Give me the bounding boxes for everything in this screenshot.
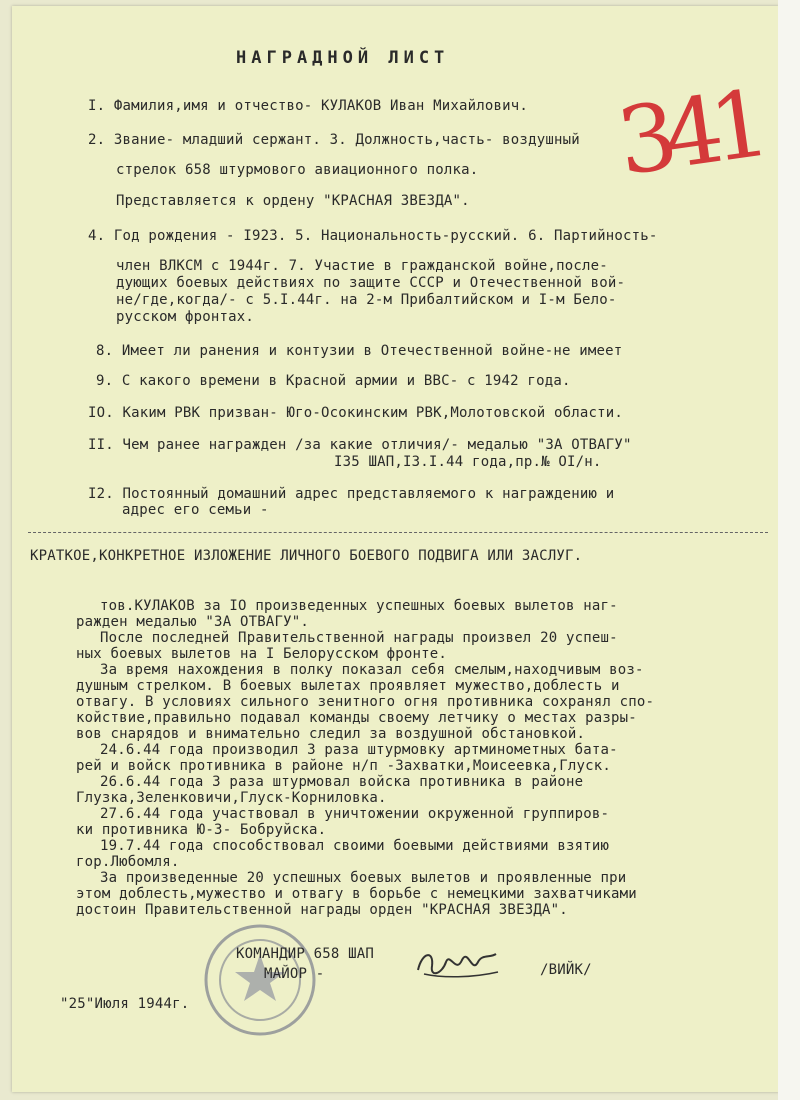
line-10: 8. Имеет ли ранения и контузии в Отечественной войне-не имеет xyxy=(96,343,623,359)
line-6: член ВЛКСМ с 1944г. 7. Участие в гражданской войне,после- xyxy=(116,258,608,274)
body-line-15: ки противника Ю-З- Бобруйска. xyxy=(76,822,327,838)
body-line-3: После последней Правительственной награды произвел 20 успеш- xyxy=(100,630,618,646)
body-line-7: отвагу. В условиях сильного зенитного огня противника сохранял спо- xyxy=(76,694,655,710)
body-line-14: 27.6.44 года участвовал в уничтожении окруженной группиров- xyxy=(100,806,610,822)
signature-date: "25"Июля 1944г. xyxy=(60,996,190,1012)
line-2: 2. Звание- младший сержант. 3. Должность,часть- воздушный xyxy=(88,132,580,148)
body-line-6: душным стрелком. В боевых вылетах проявляет мужество,доблесть и xyxy=(76,678,620,694)
line-7: дующих боевых действиях по защите СССР и Отечественной вой- xyxy=(116,275,626,291)
body-line-4: ных боевых вылетов на I Белорусском фронте. xyxy=(76,646,448,662)
body-line-9: вов снарядов и внимательно следил за воздушной обстановкой. xyxy=(76,726,586,742)
line-9: русском фронтах. xyxy=(116,309,255,325)
body-line-11: рей и войск противника в районе н/п -Захватки,Моисеевка,Глуск. xyxy=(76,758,611,774)
body-line-12: 26.6.44 года 3 раза штурмовал войска противника в районе xyxy=(100,774,584,790)
line-8: не/где,когда/- с 5.I.44г. на 2-м Прибалтийском и I-м Бело- xyxy=(116,292,617,308)
body-line-1: тов.КУЛАКОВ за IO произведенных успешных боевых вылетов наг- xyxy=(100,598,618,614)
line-16: адрес его семьи - xyxy=(122,502,269,518)
section-title: КРАТКОЕ,КОНКРЕТНОЕ ИЗЛОЖЕНИЕ ЛИЧНОГО БОЕВОГО ПОДВИГА ИЛИ ЗАСЛУГ. xyxy=(30,548,583,564)
section-divider xyxy=(28,532,768,533)
body-line-19: этом доблесть,мужество и отвагу в борьбе с немецкими захватчиками xyxy=(76,886,637,902)
body-line-17: гор.Любомля. xyxy=(76,854,180,870)
document-title: НАГРАДНОЙ ЛИСТ xyxy=(236,48,450,68)
body-line-18: За произведенные 20 успешных боевых вылетов и проявленные при xyxy=(100,870,627,886)
body-line-10: 24.6.44 года производил 3 раза штурмовку артминометных бата- xyxy=(100,742,618,758)
body-line-13: Глузка,Зеленковичи,Глуск-Корниловка. xyxy=(76,790,387,806)
signature-name: /ВИЙК/ xyxy=(540,962,592,978)
body-line-2: ражден медалью "ЗА ОТВАГУ". xyxy=(76,614,309,630)
line-12: IO. Каким РВК призван- Юго-Осокинским РВК,Молотовской области. xyxy=(88,405,623,421)
handwritten-number: 341 xyxy=(611,70,765,197)
line-4: Представляется к ордену "КРАСНАЯ ЗВЕЗДА". xyxy=(116,193,470,209)
line-15: I2. Постоянный домашний адрес представляемого к награждению и xyxy=(88,486,615,502)
handwritten-signature xyxy=(412,944,502,984)
signature-rank: МАЙОР - xyxy=(264,966,325,982)
line-11: 9. С какого времени в Красной армии и ВВС- с 1942 года. xyxy=(96,373,571,389)
body-line-20: достоин Правительственной награды орден "КРАСНАЯ ЗВЕЗДА". xyxy=(76,902,568,918)
signature-position: КОМАНДИР 658 ШАП xyxy=(236,946,375,962)
line-5: 4. Год рождения - I923. 5. Национальность-русский. 6. Партийность- xyxy=(88,228,658,244)
body-line-16: 19.7.44 года способствовал своими боевыми действиями взятию xyxy=(100,838,610,854)
line-14: I35 ШАП,I3.I.44 года,пр.№ OI/н. xyxy=(334,454,602,470)
line-13: II. Чем ранее награжден /за какие отличия/- медалью "ЗА ОТВАГУ" xyxy=(88,437,632,453)
line-3: стрелок 658 штурмового авиационного полка. xyxy=(116,162,479,178)
body-line-8: койствие,правильно подавал команды своему летчику о местах разры- xyxy=(76,710,637,726)
paper-edge xyxy=(778,0,800,1100)
line-1: I. Фамилия,имя и отчество- КУЛАКОВ Иван Михайлович. xyxy=(88,98,529,114)
body-line-5: За время нахождения в полку показал себя смелым,находчивым воз- xyxy=(100,662,644,678)
